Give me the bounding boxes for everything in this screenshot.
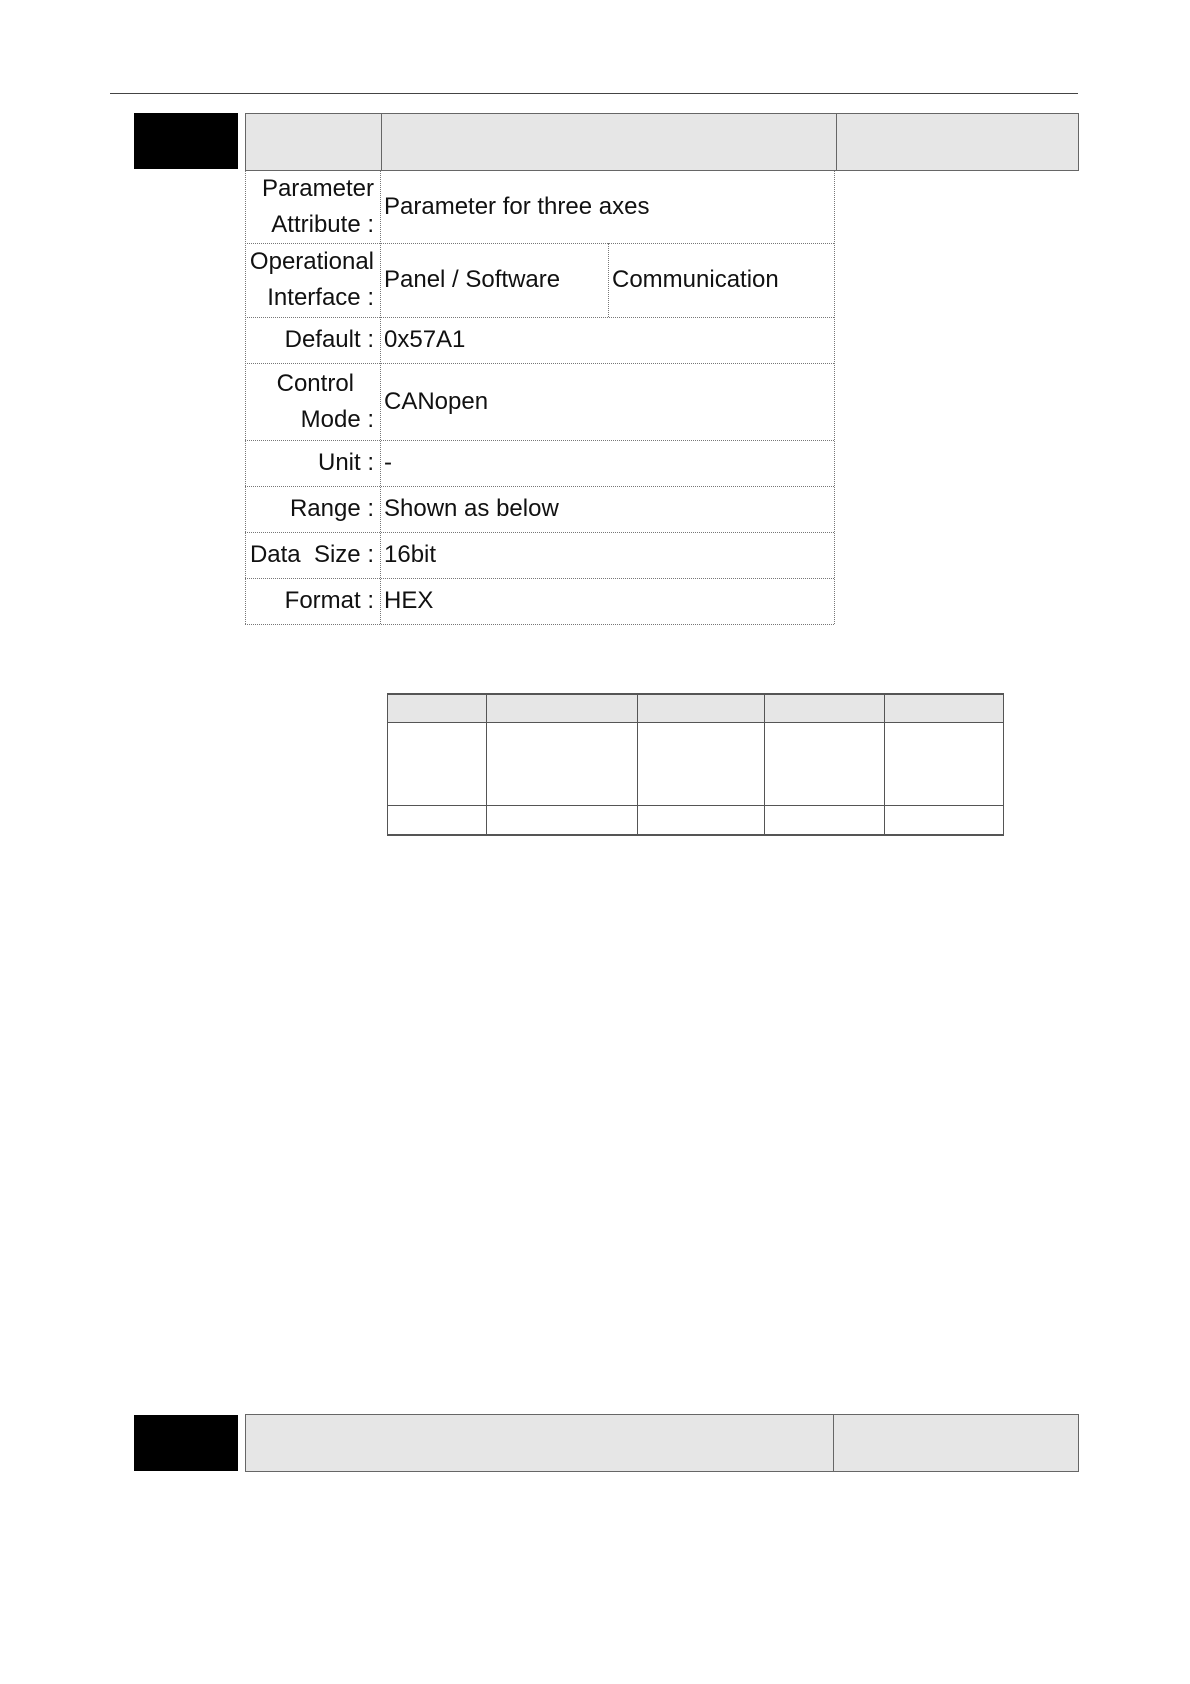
default-value: 0x57A1	[384, 326, 466, 353]
format-label: Format :	[284, 587, 374, 614]
next-parameter-header-bar	[245, 1414, 1079, 1472]
interface-communication-value: Communication	[612, 266, 779, 293]
parameter-header-bar	[245, 113, 1079, 171]
header-rule	[110, 93, 1078, 94]
attribute-label: Parameter Attribute :	[261, 175, 374, 238]
attribute-value: Parameter for three axes	[384, 193, 650, 220]
next-parameter-code-block	[134, 1415, 238, 1471]
format-value: HEX	[384, 587, 434, 614]
range-value: Shown as below	[384, 495, 559, 522]
range-label: Range :	[289, 495, 374, 522]
interface-panel-value: Panel / Software	[384, 266, 561, 293]
unit-label: Unit :	[317, 449, 374, 476]
data-size-value: 16bit	[384, 541, 437, 568]
data-size-label: Data Size :	[249, 541, 374, 568]
default-label: Default :	[284, 326, 374, 353]
control-mode-value: CANopen	[384, 387, 489, 415]
interface-label: Operational Interface :	[249, 248, 374, 311]
unit-value: -	[384, 449, 392, 476]
parameter-code-block	[134, 113, 238, 169]
bit-table-header-row	[387, 694, 1004, 722]
control-mode-label: Control Mode :	[276, 369, 374, 433]
